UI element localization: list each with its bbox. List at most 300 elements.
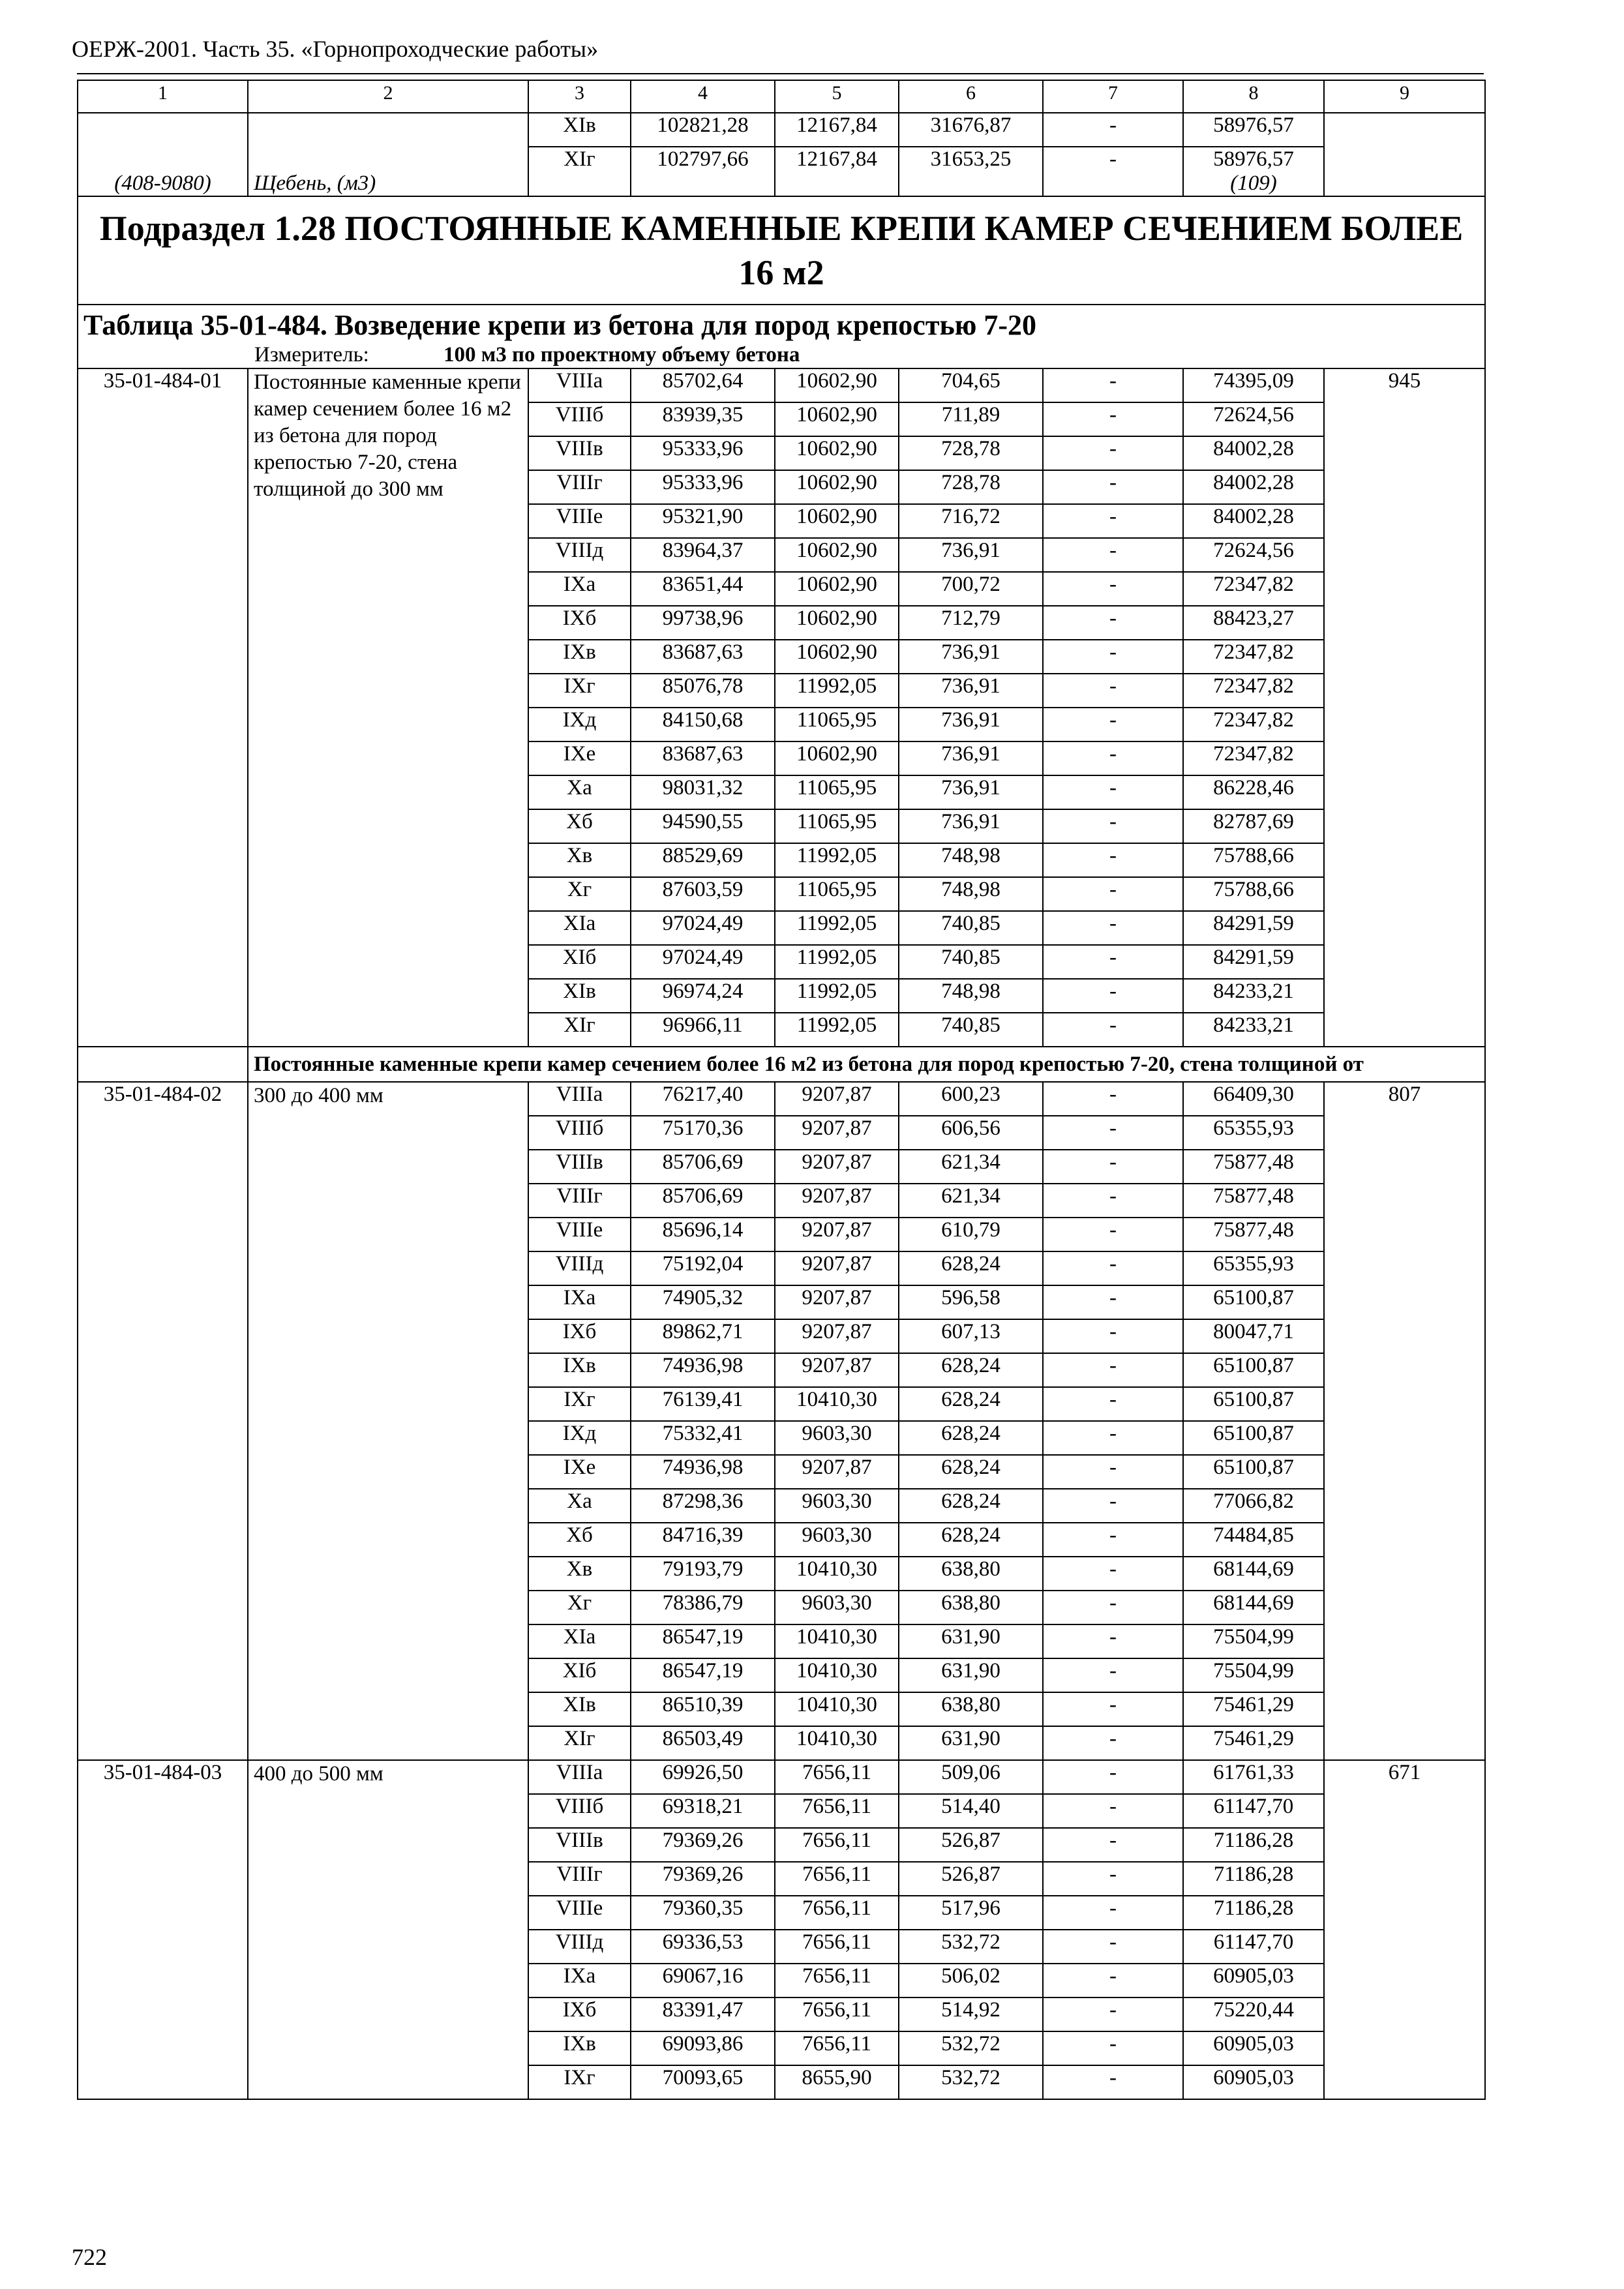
value-v7: - xyxy=(1043,1964,1183,1997)
value-v4: 83651,44 xyxy=(631,572,775,606)
value-v7: - xyxy=(1043,1455,1183,1489)
value-v4: 99738,96 xyxy=(631,606,775,640)
value-v6: 607,13 xyxy=(899,1319,1043,1353)
rock-category: Xа xyxy=(528,1489,631,1523)
value-v8: 84002,28 xyxy=(1183,436,1324,470)
value-v7: - xyxy=(1043,674,1183,708)
value-v7: - xyxy=(1043,1285,1183,1319)
column-number: 7 xyxy=(1043,80,1183,113)
value-v8: 65355,93 xyxy=(1183,1251,1324,1285)
rock-category: XIа xyxy=(528,1624,631,1658)
value-v5: 7656,11 xyxy=(775,1964,899,1997)
table-row xyxy=(78,1082,1485,1116)
value-v7: - xyxy=(1043,504,1183,538)
value-v7: - xyxy=(1043,741,1183,775)
value-v6: 628,24 xyxy=(899,1387,1043,1421)
rock-category: XIг xyxy=(528,147,631,196)
column-number: 9 xyxy=(1324,80,1485,113)
resource-amount: (109) xyxy=(1230,172,1277,195)
value-v6: 532,72 xyxy=(899,2065,1043,2099)
rock-category: VIIIе xyxy=(528,1896,631,1930)
value-v4: 78386,79 xyxy=(631,1591,775,1624)
value-v8: 72347,82 xyxy=(1183,708,1324,741)
value-v5: 9207,87 xyxy=(775,1082,899,1116)
value-v7: - xyxy=(1043,147,1183,196)
value-v8: 84002,28 xyxy=(1183,504,1324,538)
value-v6: 506,02 xyxy=(899,1964,1043,1997)
rock-category: IXв xyxy=(528,1353,631,1387)
value-v5: 11992,05 xyxy=(775,674,899,708)
value-v5: 10602,90 xyxy=(775,368,899,402)
rock-category: IXв xyxy=(528,2031,631,2065)
value-v6: 610,79 xyxy=(899,1218,1043,1251)
rock-category: IXб xyxy=(528,606,631,640)
value-v8: 68144,69 xyxy=(1183,1591,1324,1624)
item-code: 35-01-484-02 xyxy=(78,1082,248,1760)
value-v5: 9207,87 xyxy=(775,1353,899,1387)
value-v6: 638,80 xyxy=(899,1557,1043,1591)
rock-category: VIIIе xyxy=(528,1218,631,1251)
value-v5: 9207,87 xyxy=(775,1251,899,1285)
rock-category: Xг xyxy=(528,877,631,911)
value-v8: 65100,87 xyxy=(1183,1387,1324,1421)
value-v6: 526,87 xyxy=(899,1828,1043,1862)
value-v6: 532,72 xyxy=(899,2031,1043,2065)
value-v4: 79369,26 xyxy=(631,1862,775,1896)
value-v4: 102821,28 xyxy=(631,113,775,147)
value-v7: - xyxy=(1043,1251,1183,1285)
value-v6: 700,72 xyxy=(899,572,1043,606)
value-v7: - xyxy=(1043,538,1183,572)
col9 xyxy=(1324,113,1485,196)
header-rule xyxy=(77,73,1484,74)
rock-category: VIIIб xyxy=(528,402,631,436)
rock-category: IXа xyxy=(528,572,631,606)
value-v8: 75504,99 xyxy=(1183,1624,1324,1658)
value-v5: 9207,87 xyxy=(775,1319,899,1353)
table-title-cell xyxy=(78,305,1485,368)
rock-category: VIIIг xyxy=(528,1184,631,1218)
group-number: 671 xyxy=(1324,1760,1485,2099)
value-v7: - xyxy=(1043,1421,1183,1455)
value-v4: 79360,35 xyxy=(631,1896,775,1930)
value-v6: 631,90 xyxy=(899,1726,1043,1760)
value-v4: 102797,66 xyxy=(631,147,775,196)
value-v8: 75877,48 xyxy=(1183,1184,1324,1218)
rock-category: VIIIд xyxy=(528,1251,631,1285)
estimate-table xyxy=(77,80,1486,2100)
value-v5: 10410,30 xyxy=(775,1658,899,1692)
value-v7: - xyxy=(1043,113,1183,147)
value-v7: - xyxy=(1043,979,1183,1013)
value-v5: 11992,05 xyxy=(775,945,899,979)
value-v4: 87603,59 xyxy=(631,877,775,911)
value-v4: 76139,41 xyxy=(631,1387,775,1421)
value-v4: 85706,69 xyxy=(631,1184,775,1218)
value-v4: 97024,49 xyxy=(631,945,775,979)
value-v4: 98031,32 xyxy=(631,775,775,809)
table-row xyxy=(78,1760,1485,1794)
rock-category: XIб xyxy=(528,945,631,979)
value-v5: 11992,05 xyxy=(775,979,899,1013)
rock-category: XIг xyxy=(528,1013,631,1047)
value-v7: - xyxy=(1043,1692,1183,1726)
item-code: 35-01-484-03 xyxy=(78,1760,248,2099)
value-v8: 65100,87 xyxy=(1183,1353,1324,1387)
rock-category: VIIIа xyxy=(528,1760,631,1794)
value-v8: 72624,56 xyxy=(1183,402,1324,436)
rock-category: IXг xyxy=(528,674,631,708)
rock-category: IXб xyxy=(528,1319,631,1353)
value-v5: 9207,87 xyxy=(775,1150,899,1184)
value-v4: 85702,64 xyxy=(631,368,775,402)
value-v8: 58976,57 xyxy=(1183,113,1324,147)
table-row xyxy=(78,113,1485,147)
resource-name: Щебень, (м3) xyxy=(254,172,376,195)
value-v5: 9207,87 xyxy=(775,1184,899,1218)
value-v6: 621,34 xyxy=(899,1184,1043,1218)
value-v7: - xyxy=(1043,1523,1183,1557)
value-v7: - xyxy=(1043,1726,1183,1760)
rock-category: Xб xyxy=(528,809,631,843)
value-v8: 84233,21 xyxy=(1183,1013,1324,1047)
value-v4: 96966,11 xyxy=(631,1013,775,1047)
value-v4: 86547,19 xyxy=(631,1658,775,1692)
value-v7: - xyxy=(1043,1997,1183,2031)
value-v4: 83964,37 xyxy=(631,538,775,572)
rock-category: IXе xyxy=(528,741,631,775)
value-v4: 76217,40 xyxy=(631,1082,775,1116)
value-v8: 65100,87 xyxy=(1183,1421,1324,1455)
value-v8: 61147,70 xyxy=(1183,1930,1324,1964)
value-v5: 7656,11 xyxy=(775,1997,899,2031)
rock-category: VIIIа xyxy=(528,1082,631,1116)
value-v4: 85706,69 xyxy=(631,1150,775,1184)
rock-category: XIг xyxy=(528,1726,631,1760)
value-v7: - xyxy=(1043,708,1183,741)
value-v6: 736,91 xyxy=(899,775,1043,809)
resource-code: (408-9080) xyxy=(114,172,211,195)
value-v7: - xyxy=(1043,775,1183,809)
value-v7: - xyxy=(1043,1828,1183,1862)
value-v8: 84291,59 xyxy=(1183,945,1324,979)
rock-category: VIIIд xyxy=(528,538,631,572)
value-v8: 88423,27 xyxy=(1183,606,1324,640)
value-v4: 88529,69 xyxy=(631,843,775,877)
value-v4: 69926,50 xyxy=(631,1760,775,1794)
value-v6: 31676,87 xyxy=(899,113,1043,147)
value-v4: 86547,19 xyxy=(631,1624,775,1658)
value-v6: 606,56 xyxy=(899,1116,1043,1150)
value-v8: 86228,46 xyxy=(1183,775,1324,809)
item-description: 400 до 500 мм xyxy=(248,1760,528,2099)
rock-category: VIIIб xyxy=(528,1116,631,1150)
value-v7: - xyxy=(1043,1319,1183,1353)
value-v6: 740,85 xyxy=(899,945,1043,979)
value-v5: 10410,30 xyxy=(775,1726,899,1760)
rock-category: Xг xyxy=(528,1591,631,1624)
value-v8: 60905,03 xyxy=(1183,1964,1324,1997)
value-v5: 9207,87 xyxy=(775,1455,899,1489)
value-v4: 86503,49 xyxy=(631,1726,775,1760)
value-v6: 748,98 xyxy=(899,979,1043,1013)
value-v7: - xyxy=(1043,1082,1183,1116)
value-v6: 736,91 xyxy=(899,809,1043,843)
value-v5: 10602,90 xyxy=(775,538,899,572)
value-v8: 84291,59 xyxy=(1183,911,1324,945)
value-v8: 68144,69 xyxy=(1183,1557,1324,1591)
value-v5: 9603,30 xyxy=(775,1591,899,1624)
item-description xyxy=(248,113,528,196)
value-v6: 631,90 xyxy=(899,1624,1043,1658)
rock-category: IXг xyxy=(528,2065,631,2099)
rock-category: XIв xyxy=(528,1692,631,1726)
value-v5: 10602,90 xyxy=(775,436,899,470)
value-v4: 79193,79 xyxy=(631,1557,775,1591)
column-number: 2 xyxy=(248,80,528,113)
value-v7: - xyxy=(1043,1794,1183,1828)
value-v5: 11992,05 xyxy=(775,1013,899,1047)
value-v7: - xyxy=(1043,2031,1183,2065)
value-v6: 748,98 xyxy=(899,877,1043,911)
value-v4: 83939,35 xyxy=(631,402,775,436)
value-v6: 736,91 xyxy=(899,741,1043,775)
value-v6: 628,24 xyxy=(899,1353,1043,1387)
value-v8: 61761,33 xyxy=(1183,1760,1324,1794)
value-v4: 74936,98 xyxy=(631,1353,775,1387)
value-v4: 94590,55 xyxy=(631,809,775,843)
value-v4: 84716,39 xyxy=(631,1523,775,1557)
value-v6: 621,34 xyxy=(899,1150,1043,1184)
group-number: 945 xyxy=(1324,368,1485,1047)
value-v7: - xyxy=(1043,640,1183,674)
rock-category: IXе xyxy=(528,1455,631,1489)
value-v4: 69336,53 xyxy=(631,1930,775,1964)
value-v6: 748,98 xyxy=(899,843,1043,877)
rock-category: VIIIг xyxy=(528,470,631,504)
value-v5: 11065,95 xyxy=(775,775,899,809)
value-v8: 72347,82 xyxy=(1183,640,1324,674)
value-v5: 9603,30 xyxy=(775,1421,899,1455)
value-v7: - xyxy=(1043,1591,1183,1624)
value-v4: 89862,71 xyxy=(631,1319,775,1353)
rock-category: VIIIа xyxy=(528,368,631,402)
value-v7: - xyxy=(1043,843,1183,877)
column-number: 3 xyxy=(528,80,631,113)
rock-category: VIIIг xyxy=(528,1862,631,1896)
value-v5: 7656,11 xyxy=(775,1828,899,1862)
rock-category: Xа xyxy=(528,775,631,809)
value-v6: 526,87 xyxy=(899,1862,1043,1896)
rock-category: IXд xyxy=(528,708,631,741)
value-v4: 74936,98 xyxy=(631,1455,775,1489)
rock-category: XIа xyxy=(528,911,631,945)
column-number: 6 xyxy=(899,80,1043,113)
rock-category: VIIIв xyxy=(528,1828,631,1862)
rock-category: VIIIв xyxy=(528,436,631,470)
value-v7: - xyxy=(1043,606,1183,640)
value-v5: 10602,90 xyxy=(775,402,899,436)
value-v6: 600,23 xyxy=(899,1082,1043,1116)
value-v7: - xyxy=(1043,1218,1183,1251)
value-v7: - xyxy=(1043,1930,1183,1964)
value-v5: 9207,87 xyxy=(775,1218,899,1251)
value-v8: 72347,82 xyxy=(1183,674,1324,708)
value-v5: 9207,87 xyxy=(775,1285,899,1319)
value-v7: - xyxy=(1043,436,1183,470)
value-v7: - xyxy=(1043,470,1183,504)
value-v5: 11992,05 xyxy=(775,911,899,945)
value-v5: 7656,11 xyxy=(775,1896,899,1930)
value-v4: 83687,63 xyxy=(631,741,775,775)
value-v6: 628,24 xyxy=(899,1251,1043,1285)
page-header: ОЕРЖ-2001. Часть 35. «Горнопроходческие работы» xyxy=(72,36,599,62)
value-v6: 736,91 xyxy=(899,674,1043,708)
value-v5: 10602,90 xyxy=(775,470,899,504)
value-v6: 31653,25 xyxy=(899,147,1043,196)
value-v4: 87298,36 xyxy=(631,1489,775,1523)
value-v6: 628,24 xyxy=(899,1421,1043,1455)
value-v8: 84002,28 xyxy=(1183,470,1324,504)
value-v5: 10602,90 xyxy=(775,606,899,640)
value-v6: 628,24 xyxy=(899,1489,1043,1523)
meter-line xyxy=(83,342,1479,368)
value-v8: 75461,29 xyxy=(1183,1692,1324,1726)
rock-category: VIIIб xyxy=(528,1794,631,1828)
value-v6: 514,92 xyxy=(899,1997,1043,2031)
value-v4: 79369,26 xyxy=(631,1828,775,1862)
page-number: 722 xyxy=(72,2244,107,2270)
meter-label: Измеритель: xyxy=(254,343,369,367)
item-code: 35-01-484-01 xyxy=(78,368,248,1047)
value-v8: 75220,44 xyxy=(1183,1997,1324,2031)
value-v4: 85076,78 xyxy=(631,674,775,708)
empty-cell xyxy=(78,1047,248,1082)
value-v5: 12167,84 xyxy=(775,113,899,147)
rock-category: IXа xyxy=(528,1964,631,1997)
value-v7: - xyxy=(1043,1353,1183,1387)
value-v8: 75877,48 xyxy=(1183,1150,1324,1184)
value-v5: 12167,84 xyxy=(775,147,899,196)
value-v7: - xyxy=(1043,1013,1183,1047)
group-note-row xyxy=(78,1047,1485,1082)
rock-category: XIб xyxy=(528,1658,631,1692)
group-number: 807 xyxy=(1324,1082,1485,1760)
value-v5: 7656,11 xyxy=(775,1794,899,1828)
rock-category: Xв xyxy=(528,1557,631,1591)
value-v8: 77066,82 xyxy=(1183,1489,1324,1523)
value-v8: 61147,70 xyxy=(1183,1794,1324,1828)
column-number-row xyxy=(78,80,1485,113)
rock-category: XIв xyxy=(528,979,631,1013)
value-v5: 10410,30 xyxy=(775,1387,899,1421)
value-v6: 728,78 xyxy=(899,436,1043,470)
value-v7: - xyxy=(1043,368,1183,402)
value-v7: - xyxy=(1043,402,1183,436)
value-v8: 75877,48 xyxy=(1183,1218,1324,1251)
value-v8: 60905,03 xyxy=(1183,2065,1324,2099)
value-v8: 75788,66 xyxy=(1183,877,1324,911)
value-v5: 7656,11 xyxy=(775,1760,899,1794)
value-v6: 514,40 xyxy=(899,1794,1043,1828)
value-v4: 69318,21 xyxy=(631,1794,775,1828)
value-v7: - xyxy=(1043,2065,1183,2099)
value-v4: 74905,32 xyxy=(631,1285,775,1319)
value-v8 xyxy=(1183,147,1324,196)
column-number: 5 xyxy=(775,80,899,113)
value-v6: 628,24 xyxy=(899,1523,1043,1557)
rock-category: VIIIе xyxy=(528,504,631,538)
value-v8: 74484,85 xyxy=(1183,1523,1324,1557)
value-v7: - xyxy=(1043,877,1183,911)
rock-category: Xб xyxy=(528,1523,631,1557)
table-title: Таблица 35-01-484. Возведение крепи из бетона для пород крепостью 7-20 xyxy=(83,309,1036,341)
item-description: 300 до 400 мм xyxy=(248,1082,528,1760)
value-v8: 75461,29 xyxy=(1183,1726,1324,1760)
value-v7: - xyxy=(1043,809,1183,843)
value-v4: 83391,47 xyxy=(631,1997,775,2031)
value-v8: 75788,66 xyxy=(1183,843,1324,877)
value-v5: 10602,90 xyxy=(775,504,899,538)
meter-value: 100 м3 по проектному объему бетона xyxy=(444,343,800,367)
value-v4: 84150,68 xyxy=(631,708,775,741)
rock-category: IXв xyxy=(528,640,631,674)
rock-category: Xв xyxy=(528,843,631,877)
value-v4: 95321,90 xyxy=(631,504,775,538)
value-v4: 75192,04 xyxy=(631,1251,775,1285)
value-v6: 638,80 xyxy=(899,1692,1043,1726)
value-v5: 7656,11 xyxy=(775,1930,899,1964)
value-v7: - xyxy=(1043,1116,1183,1150)
value-v7: - xyxy=(1043,572,1183,606)
rock-category: IXа xyxy=(528,1285,631,1319)
value-v5: 9603,30 xyxy=(775,1489,899,1523)
subsection-title: Подраздел 1.28 ПОСТОЯННЫЕ КАМЕННЫЕ КРЕПИ КАМЕР СЕЧЕНИЕМ БОЛЕЕ 16 м2 xyxy=(78,196,1485,305)
value-v6: 712,79 xyxy=(899,606,1043,640)
table-title-row xyxy=(78,305,1485,368)
value-v8: 72347,82 xyxy=(1183,572,1324,606)
value-v5: 10602,90 xyxy=(775,741,899,775)
value-v8: 65100,87 xyxy=(1183,1285,1324,1319)
value-v6: 736,91 xyxy=(899,708,1043,741)
value-v5: 9207,87 xyxy=(775,1116,899,1150)
value-v7: - xyxy=(1043,911,1183,945)
value-v8: 72347,82 xyxy=(1183,741,1324,775)
value-v6: 638,80 xyxy=(899,1591,1043,1624)
value-v7: - xyxy=(1043,945,1183,979)
value-v6: 716,72 xyxy=(899,504,1043,538)
value-v6: 736,91 xyxy=(899,538,1043,572)
value-v4: 95333,96 xyxy=(631,470,775,504)
value-v4: 85696,14 xyxy=(631,1218,775,1251)
value-v5: 10602,90 xyxy=(775,640,899,674)
value-v6: 532,72 xyxy=(899,1930,1043,1964)
value-v5: 10410,30 xyxy=(775,1557,899,1591)
table-row xyxy=(78,368,1485,402)
value-v4: 97024,49 xyxy=(631,911,775,945)
value-v6: 711,89 xyxy=(899,402,1043,436)
value-v4: 69067,16 xyxy=(631,1964,775,1997)
item-code xyxy=(78,113,248,196)
value-v6: 509,06 xyxy=(899,1760,1043,1794)
value-v6: 740,85 xyxy=(899,1013,1043,1047)
value-v4: 70093,65 xyxy=(631,2065,775,2099)
value-v5: 11065,95 xyxy=(775,708,899,741)
value-v8: 66409,30 xyxy=(1183,1082,1324,1116)
value-v6: 631,90 xyxy=(899,1658,1043,1692)
value-v6: 596,58 xyxy=(899,1285,1043,1319)
value-v6: 728,78 xyxy=(899,470,1043,504)
